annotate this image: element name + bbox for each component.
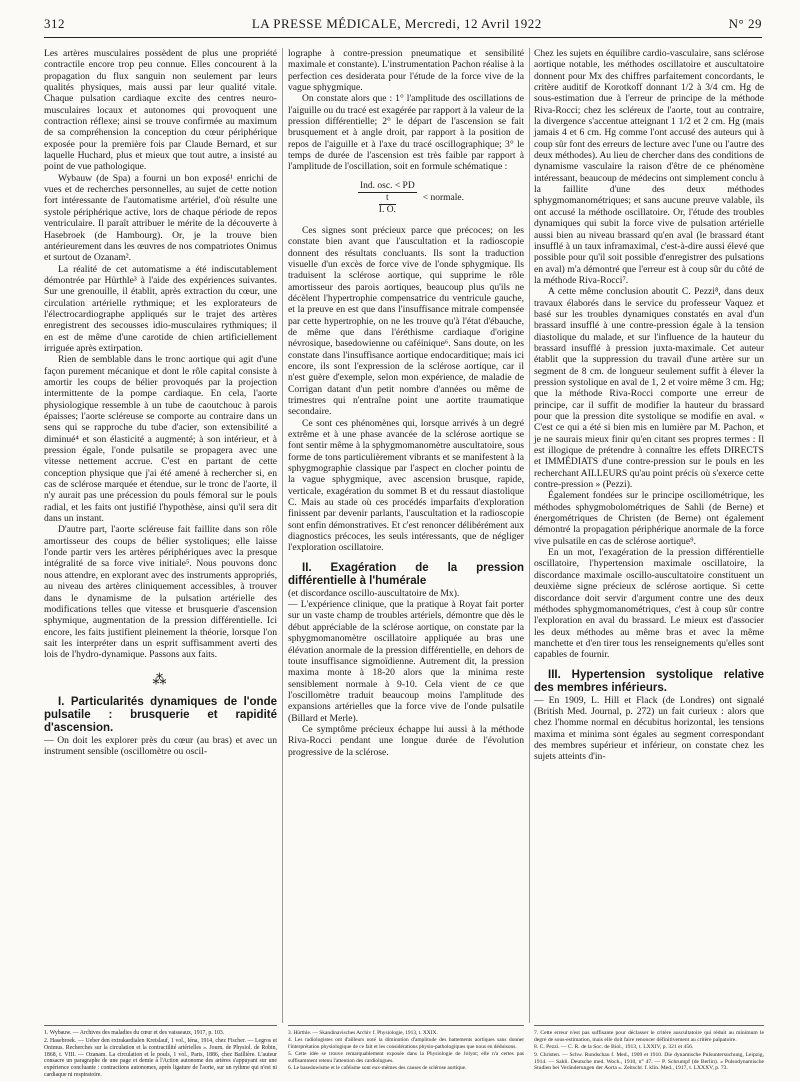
formula [288, 181, 524, 217]
paragraph: Chez les sujets en équilibre cardio-vasculaire, sans sclérose aortique notable, les méthodes oscillatoire et auscultatoire donnent pour Mx des chiffres parfaitement concordants, le critère auditif de Korotkoff donnant 1/2 à 3/4 cm. Hg de sous-estimation due à l'erreur de principe de la méthode Riva-Rocci; chez les scléreux de l'aorte, tout au contraire, la divergence s'accentue atteignant 1 1/2 et 2 cm. Hg (mais jamais 4 et 6 cm. Hg comme l'ont accusé des auteurs qui à coup sûr font des erreurs de lecture avec l'une ou l'autre des deux méthodes). Au lieu de chercher dans des conditions de dynamisme vasculaire la raison d'être de ce phénomène intéressant, beaucoup de médecins ont simplement conclu à la faillite d'une des deux méthodes sphygmomanométriques; et sans aucune preuve valable, ils ont accusé la méthode oscillatoire. Or, l'étude des troubles dynamiques qui subit la force vive de pulsation artérielle aussi bien au niveau brassard qu'en aval (le brassard étant insufflé à un taux inframaximal, c'est-à-dire aussi élevé que possible pour qu'il soit possible d'enregistrer des pulsations en aval) m'a démontré que l'erreur est à coup sûr du côté de la méthode Riva-Rocci⁷. [534, 48, 764, 286]
paragraph: — On doit les explorer près du cœur (au bras) et avec un instrument sensible (oscillomètre ou oscil- [44, 734, 277, 758]
formula-numerator: Ind. osc. < PD [358, 181, 417, 193]
paragraph: D'autre part, l'aorte scléreuse fait faillite dans son rôle amortisseur des coups de bélier systoliques; elle laisse l'onde partir vers les artères périphériques avec la presque intégralité de sa force vive initiale⁵. Nous pouvons donc nous attendre, en explorant avec des instruments appropriés, au niveau des artères cliniquement accessibles, à trouver dans le dynamisme de la pulsation artérielle des modifications telles que vitesse et brusquerie d'ascension sphymique, augmentation de la pression différentielle. Ici encore, les faits justifient pleinement la théorie, lorsque l'on sait les interpréter dans un esprit suffisamment averti des lois de l'hydro-dynamique. Passons aux faits. [44, 524, 277, 661]
formula-denominator: I. O. [378, 205, 396, 216]
paragraph: Ces signes sont précieux parce que précoces; on les constate bien avant que l'auscultation et la radioscopie donnent des résultats concluants. Ils sont la traduction visuelle d'un excès de force vive de l'onde sphygmique. Ils traduisent la sclérose aortique, qui supprime le rôle amortisseur des parois aortiques, beaucoup plus qu'ils ne décèlent l'hypertrophie compensatrice du ventricule gauche, et la preuve en est que dans l'insuffisance mitrale compensée par cette hypertrophie, on ne les trouve qu'à l'état d'ébauche, de même que dans l'éréthisme cardiaque d'origine névrosique, basedowienne ou caféinique⁶. Sans doute, on les constate dans l'insuffisance aortique endocarditique; mais ici encore, ils sont l'expression de la sclérose aortique, car il n'est guère d'exemple, selon mon expérience, de maladie de Corrigan datant d'un petit nombre d'années ou même de trimestres qui n'entraîne point une aortite traumatique secondaire. [288, 224, 524, 418]
section-separator: ⁂ [152, 672, 169, 688]
page-header [44, 16, 762, 38]
footnotes-column-3 [534, 1030, 764, 1073]
column-divider [529, 48, 530, 1023]
footnote: 5. Cette idée se trouve remarquablement exposée dans la Physiologie de Jolyot; elle n'a certes pas suffisamment retenu l'attention des cardiologues. [288, 1051, 524, 1064]
formula-t: t [386, 193, 389, 204]
footnote: 9. Christen. — Schw. Rundschau f. Med., 1909 et 1910. Die dynamische Pulsuntersuchung, Leipzig, 1914. — Sahli. Deutsche med. Woch., 1910, n° 47. — P. Schrumpf (de Berlin). « Pulsodynamische Studien bei Veränderungen der Aorta ». Zeitschr. f. klin. Med., 1917, t. LXXXV, p. 73. [534, 1051, 764, 1072]
journal-title: LA PRESSE MÉDICALE, Mercredi, 12 Avril 1922 [251, 16, 542, 31]
paragraph: On constate alors que : 1° l'amplitude des oscillations de l'aiguille ou du tracé est exagérée par rapport à la valeur de la pression différentielle; 2° le départ de l'ascension se fait brusquement et à angle droit, par rapport à la position de repos de l'aiguille et à l'axe du tracé oscillographique; 3° le temps de durée de l'ascension est très faible par rapport à l'amplitude de l'oscillation, soit en formule schématique : [288, 93, 524, 173]
section-subheading: (et discordance oscillo-auscultatoire de Mx). [288, 587, 460, 599]
issue-number: N° 29 [728, 16, 762, 31]
paragraph: Ce sont ces phénomènes qui, lorsque arrivés à un degré extrême et à une phase avancée de la sclérose aortique se font sentir même à la sphygmomanomètre auscultatoire, sous forme de tons particulièrement vibrants et se manifestent à la sphygmographie classique par l'aspect en clocher pointu de la vague sphygmique, avec ascension brusque, rapide, verticale, exagération du sommet B et du ressaut diastolique C. Mais au stade où ces procédés imparfaits d'exploration finissent par devenir parlants, l'auscultation et la radioscopie sont enfin démonstratives. Et c'est renoncer délibérément aux diagnostics précoces, les seuls intéressants, que de négliger l'exploration oscillatoire. [288, 417, 524, 554]
paragraph: Ce symptôme précieux échappe lui aussi à la méthode Riva-Rocci pendant une longue durée de l'évolution progressive de la sclérose. [288, 723, 524, 758]
footnote-rule [534, 1025, 764, 1026]
footnote: 3. Hürthle. — Skandinavisches Archiv f. Physiologie, 1913, t. XXIX. [288, 1030, 438, 1036]
paragraph: A cette même conclusion aboutit C. Pezzi⁸, dans deux travaux élaborés dans le service du professeur Vaquez et basé sur les troubles dynamiques constatés en aval d'un brassard insufflé à une contre-pression égale à la tension diastolique du malade, et sur l'influence de la hauteur du brassard insufflé à pression juxta-maximale. Cet auteur établit que la suppression du travail d'une artère sur un segment de 8 cm. de longueur seulement suffit à élever la pression systolique en aval de 1, 2 et voire même 3 cm. Hg; que la méthode Riva-Rocci comporte une erreur de principe, car il suffit de modifier la hauteur du brassard pour que la pression dite systolique se modifie en aval. « C'est ce qui a été si bien mis en lumière par M. Pachon, et je ne saurais mieux finir qu'en citant ses propres termes : Il est illogique de prétendre à connaître les effets DIRECTS et IMMÉDIATS d'une contre-pression sur le pouls en les recherchant AILLEURS qu'au point précis où s'exerce cette contre-pression » (Pezzi). [534, 286, 764, 491]
section-heading: II. Exagération de la pression différentielle à l'humérale [288, 561, 524, 587]
column-1 [44, 48, 277, 758]
footnotes-column-2 [288, 1030, 524, 1072]
footnote-rule [44, 1025, 277, 1026]
paragraph: lographe à contre-pression pneumatique et sensibilité maximale et constante). L'instrumentation Pachon réalise à la perfection ces desiderata pour l'étude de la force vive de la vague sphygmique. [288, 48, 524, 94]
column-3 [534, 48, 764, 763]
page-number: 312 [44, 16, 65, 31]
footnote: 8. C. Pezzi. — C. R. de la Soc. de Biol., 1913, t. LXXIV, p. 321 et 456. [534, 1044, 694, 1051]
paragraph: Également fondées sur le principe oscillométrique, les méthodes sphygmobolométriques de Sahli (de Berne) et énergométriques de Christen (de Berne) ont également démontré la propagation périphérique anormale de la force vive pulsatile en cas de sclérose aortique⁹. [534, 490, 764, 547]
footnote: 7. Cette erreur n'est pas suffisante pour déclasser le critère auscultatoire qui réduit au minimum le degré de sous-estimation, mais elle doit faire renoncer définitivement au critère palpatoire. [534, 1030, 764, 1043]
footnote: 2. Hasebroek. — Ueber den extrakardialen Kreislauf, 1 vol., Iéna, 1914, chez Fischer. — Legros et Onimus. Recherches sur la circulation et la contractilité artérielles ». Journ. de Physiol. de Robin, 1868, t. VIII. — Ozanam. La circulation et le pouls, 1 vol., Paris, 1886, chez Baillière. L'auteur consacre un paragraphe de une page et demie à l'Action autonome des artères s'appuyant sur une expérience concluante : contractions autonomes, après ligature de l'aorte, sur un rythme qui n'est ni cardiaque ni respiratoire. [44, 1037, 277, 1079]
footnote: 4. Les radiologistes ont d'ailleurs noté la diminution d'amplitude des battements aortiques sans donner l'interprétation physiologique de ce fait et les considérations physio-pathologiques que nous en déduisons. [288, 1037, 524, 1050]
section-heading: III. Hypertension systolique relative des membres inférieurs. [534, 668, 764, 694]
paragraph: Les artères musculaires possèdent de plus une propriété contractile encore trop peu connue. Elles concourent à la propagation du flux sanguin non seulement par leurs qualités physiques, mais aussi par leur qualité vitale. Chaque pulsation cardiaque excite des centres neuro-musculaires locaux et autonomes qui provoquent une contraction réflexe; ainsi se trouve confirmée au maximum de sa compréhension la conception du cœur périphérique exposée pour la première fois par Claude Bernard, et sur laquelle Huchard, plus et mieux que tout autre, a insisté au point de vue pathologique. [44, 48, 277, 173]
section-heading: I. Particularités dynamiques de l'onde pulsatile : brusquerie et rapidité d'ascension. [44, 695, 277, 734]
paragraph: Wybauw (de Spa) a fourni un bon exposé¹ enrichi de vues et de recherches personnelles, au sujet de cette notion fort intéressante de l'automatisme artériel, d'où résulte une systole périphérique active, lors de chaque période de repos ventriculaire. Il paraît attribuer le mérite de la découverte à Hasebroek (de Hambourg). Or, je la trouve bien antérieurement dans les œuvres de nos compatriotes Onimus et surtout de Ozanam². [44, 172, 277, 264]
column-divider [282, 48, 283, 1023]
paragraph: — L'expérience clinique, que la pratique à Royat fait porter sur un vaste champ de troubles artériels, démontre que dès le début appréciable de la sclérose aortique, on constate par la sphygmomanomètre oscillatoire appliquée au bras une élévation anormale de la pression différentielle, en dehors de toute insuffisance sigmoïdienne. Autrement dit, la pression maxima monte à 18-20 alors que la minima reste sensiblement normale à 9-10. Cela vient de ce que l'oscillomètre traduit beaucoup moins l'amplitude des expansions artérielles que la force vive de l'onde pulsatile (Billard et Merle). [288, 599, 524, 724]
footnote: 6. Le basedowisme et le caféisme sont eux-mêmes des causes de sclérose aortique. [288, 1065, 467, 1072]
formula-relation: < normale. [422, 193, 464, 204]
footnotes-column-1 [44, 1030, 277, 1080]
column-2 [288, 48, 524, 758]
footnote: 1. Wybauw. — Archives des maladies du cœur et des vaisseaux, 1917, p. 103. [44, 1030, 225, 1036]
paragraph: — En 1909, L. Hill et Flack (de Londres) ont signalé (British Med. Journal, p. 272) un fait curieux : alors que chez l'homme normal en décubitus horizontal, les tensions maxima et minima sont égales au segment correspondant des membres supérieur et inférieur, on constate chez les sujets atteints d'in- [534, 694, 764, 763]
paragraph: Rien de semblable dans le tronc aortique qui agit d'une façon purement mécanique et dont le rôle capital consiste à amortir les coups de bélier provoqués par la projection intermittente de la pompe cardiaque. En cela, l'aorte physiologique ressemble à un tube de caoutchouc à parois épaisses; l'aorte scléreuse se comporte au contraire dans un sens qui se rapproche du tube d'acier, son extensibilité a diminué⁴ et son élasticité a augmenté; à son intérieur, et à pression égale, l'onde pulsatile se propagera avec une vitesse nettement accrue. C'est en partant de cette conception physique que j'ai été amené à rechercher si, en cas de sclérose marquée et étendue, sur le tronc de l'aorte, il n'y aurait pas une précession du pouls fémoral sur le pouls radial, et les faits ont justifié l'hypothèse, ainsi qu'il sera dit dans un instant. [44, 354, 277, 525]
paragraph: La réalité de cet automatisme a été indiscutablement démontrée par Hürthle³ à l'aide des expériences suivantes. Sur une grenouille, il établit, après extraction du cœur, une circulation artérielle rythmique; et les explorateurs de l'électrocardiographe appliqués sur le trajet des artères enregistrent des secousses idio-musculaires rythmiques; il en est de même d'une carotide de chien artificiellement irriguée après extirpation. [44, 263, 277, 354]
paragraph: En un mot, l'exagération de la pression différentielle oscillatoire, l'hypertension maximale oscillatoire, la discordance maximale oscillo-auscultatoire constituent un deuxième signe précieux de sclérose aortique. Si cette discordance doit servir d'argument contre une des deux méthodes sphygmomanométriques, c'est à coup sûr contre l'exploration en aval du brassard. Le mieux est d'associer les deux méthodes au même bras et avec la même manchette et d'en tirer tous les renseignements qu'elles sont capables de fournir. [534, 547, 764, 661]
footnote-rule [288, 1025, 524, 1026]
formula-fraction [358, 181, 417, 217]
